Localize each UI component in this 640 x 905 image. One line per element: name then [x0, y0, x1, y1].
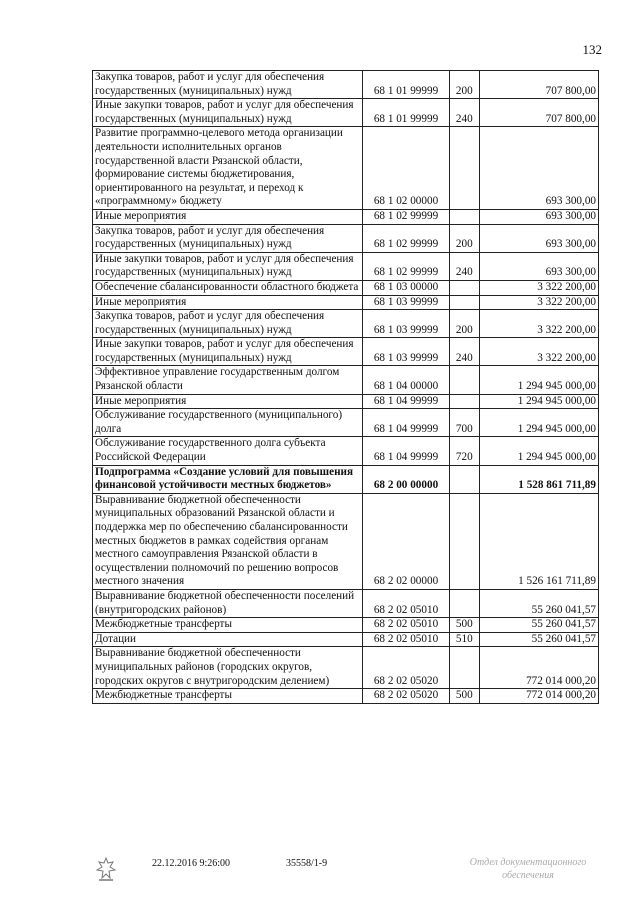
row-type-cell: 240 [449, 338, 480, 366]
row-sum-cell: 772 014 000,20 [480, 647, 599, 689]
budget-table-body [93, 71, 599, 704]
table-row [93, 310, 599, 338]
row-sum-cell: 772 014 000,20 [480, 689, 599, 704]
footer-date: 22.12.2016 9:26:00 [152, 858, 231, 869]
row-type-cell [449, 465, 480, 493]
row-type-cell [449, 394, 480, 409]
table-row [93, 437, 599, 465]
row-sum-cell: 693 300,00 [480, 127, 599, 210]
row-type-cell [449, 209, 480, 224]
row-code-cell: 68 1 04 99999 [363, 394, 449, 409]
row-code-cell: 68 2 00 00000 [363, 465, 449, 493]
table-row [93, 338, 599, 366]
row-sum-cell: 693 300,00 [480, 252, 599, 280]
table-row [93, 295, 599, 310]
table-row [93, 689, 599, 704]
table-row [93, 127, 599, 210]
row-type-cell [449, 127, 480, 210]
row-name-cell: Иные закупки товаров, работ и услуг для обеспечения государственных (муниципальных) нужд [93, 99, 363, 127]
row-sum-cell: 1 528 861 711,89 [480, 465, 599, 493]
row-code-cell: 68 1 02 99999 [363, 224, 449, 252]
row-sum-cell: 707 800,00 [480, 71, 599, 99]
row-type-cell: 510 [449, 632, 480, 647]
table-row [93, 493, 599, 589]
row-code-cell: 68 2 02 05010 [363, 632, 449, 647]
row-sum-cell: 55 260 041,57 [480, 632, 599, 647]
row-name-cell: Обеспечение сбалансированности областного бюджета [93, 280, 363, 295]
row-name-cell: Выравнивание бюджетной обеспеченности поселений (внутригородских районов) [93, 589, 363, 617]
budget-table [92, 70, 599, 704]
row-type-cell: 240 [449, 99, 480, 127]
row-code-cell: 68 1 01 99999 [363, 99, 449, 127]
row-name-cell: Иные закупки товаров, работ и услуг для обеспечения государственных (муниципальных) нужд [93, 338, 363, 366]
table-row [93, 209, 599, 224]
row-sum-cell: 1 294 945 000,00 [480, 394, 599, 409]
row-name-cell: Обслуживание государственного (муниципального) долга [93, 409, 363, 437]
row-sum-cell: 1 294 945 000,00 [480, 366, 599, 394]
row-sum-cell: 1 294 945 000,00 [480, 409, 599, 437]
row-code-cell: 68 1 02 99999 [363, 252, 449, 280]
row-name-cell: Межбюджетные трансферты [93, 618, 363, 633]
emblem-icon [95, 856, 117, 885]
row-code-cell: 68 1 03 00000 [363, 280, 449, 295]
footer-doc-number: 35558/1-9 [286, 858, 328, 869]
row-sum-cell: 693 300,00 [480, 224, 599, 252]
row-type-cell [449, 295, 480, 310]
row-name-cell: Дотации [93, 632, 363, 647]
row-type-cell [449, 647, 480, 689]
table-row [93, 99, 599, 127]
row-code-cell: 68 1 03 99999 [363, 338, 449, 366]
row-name-cell: Подпрограмма «Создание условий для повышения финансовой устойчивости местных бюджетов» [93, 465, 363, 493]
table-row [93, 71, 599, 99]
row-sum-cell: 55 260 041,57 [480, 589, 599, 617]
row-sum-cell: 3 322 200,00 [480, 280, 599, 295]
row-type-cell: 500 [449, 618, 480, 633]
row-code-cell: 68 1 01 99999 [363, 71, 449, 99]
table-row [93, 632, 599, 647]
row-type-cell: 500 [449, 689, 480, 704]
row-code-cell: 68 1 03 99999 [363, 310, 449, 338]
table-row [93, 280, 599, 295]
row-sum-cell: 3 322 200,00 [480, 310, 599, 338]
row-code-cell: 68 1 04 99999 [363, 437, 449, 465]
row-code-cell: 68 1 02 00000 [363, 127, 449, 210]
row-name-cell: Иные закупки товаров, работ и услуг для обеспечения государственных (муниципальных) нужд [93, 252, 363, 280]
row-code-cell: 68 2 02 05020 [363, 647, 449, 689]
table-row [93, 366, 599, 394]
table-row [93, 409, 599, 437]
table-row [93, 465, 599, 493]
row-code-cell: 68 1 04 99999 [363, 409, 449, 437]
row-sum-cell: 1 526 161 711,89 [480, 493, 599, 589]
row-name-cell: Обслуживание государственного долга субъекта Российской Федерации [93, 437, 363, 465]
row-code-cell: 68 2 02 05010 [363, 589, 449, 617]
row-code-cell: 68 2 02 05010 [363, 618, 449, 633]
row-sum-cell: 3 322 200,00 [480, 338, 599, 366]
row-name-cell: Межбюджетные трансферты [93, 689, 363, 704]
row-type-cell [449, 366, 480, 394]
row-sum-cell: 55 260 041,57 [480, 618, 599, 633]
row-code-cell: 68 2 02 00000 [363, 493, 449, 589]
row-sum-cell: 1 294 945 000,00 [480, 437, 599, 465]
table-row [93, 394, 599, 409]
row-type-cell [449, 493, 480, 589]
row-name-cell: Закупка товаров, работ и услуг для обеспечения государственных (муниципальных) нужд [93, 310, 363, 338]
table-row [93, 618, 599, 633]
row-name-cell: Выравнивание бюджетной обеспеченности муниципальных районов (городских округов, городских округов с внутригородским делением) [93, 647, 363, 689]
table-row [93, 252, 599, 280]
row-sum-cell: 693 300,00 [480, 209, 599, 224]
row-type-cell: 200 [449, 71, 480, 99]
table-row [93, 224, 599, 252]
footer-stamp: Отдел документационного обеспечения [469, 857, 587, 881]
row-code-cell: 68 1 02 99999 [363, 209, 449, 224]
row-name-cell: Выравнивание бюджетной обеспеченности муниципальных образований Рязанской области и поддержка мер по обеспечению сбалансированности местных бюджетов в рамках содействия органам местного самоуправления Рязанской области в осуществлении полномочий по решению вопросов местного значения [93, 493, 363, 589]
row-sum-cell: 707 800,00 [480, 99, 599, 127]
row-name-cell: Иные мероприятия [93, 209, 363, 224]
row-type-cell: 700 [449, 409, 480, 437]
table-row [93, 589, 599, 617]
page-footer [0, 856, 640, 896]
row-type-cell: 200 [449, 310, 480, 338]
table-row [93, 647, 599, 689]
row-sum-cell: 3 322 200,00 [480, 295, 599, 310]
page-number: 132 [582, 42, 602, 57]
row-type-cell [449, 589, 480, 617]
row-name-cell: Иные мероприятия [93, 295, 363, 310]
row-name-cell: Иные мероприятия [93, 394, 363, 409]
row-name-cell: Эффективное управление государственным долгом Рязанской области [93, 366, 363, 394]
row-name-cell: Закупка товаров, работ и услуг для обеспечения государственных (муниципальных) нужд [93, 224, 363, 252]
row-type-cell: 720 [449, 437, 480, 465]
row-type-cell: 200 [449, 224, 480, 252]
row-code-cell: 68 1 04 00000 [363, 366, 449, 394]
row-type-cell [449, 280, 480, 295]
row-name-cell: Развитие программно-целевого метода организации деятельности исполнительных органов государственной власти Рязанской области, формирование системы бюджетирования, ориентированного на результат, и переход к «программному» бюджету [93, 127, 363, 210]
row-type-cell: 240 [449, 252, 480, 280]
row-name-cell: Закупка товаров, работ и услуг для обеспечения государственных (муниципальных) нужд [93, 71, 363, 99]
row-code-cell: 68 2 02 05020 [363, 689, 449, 704]
row-code-cell: 68 1 03 99999 [363, 295, 449, 310]
